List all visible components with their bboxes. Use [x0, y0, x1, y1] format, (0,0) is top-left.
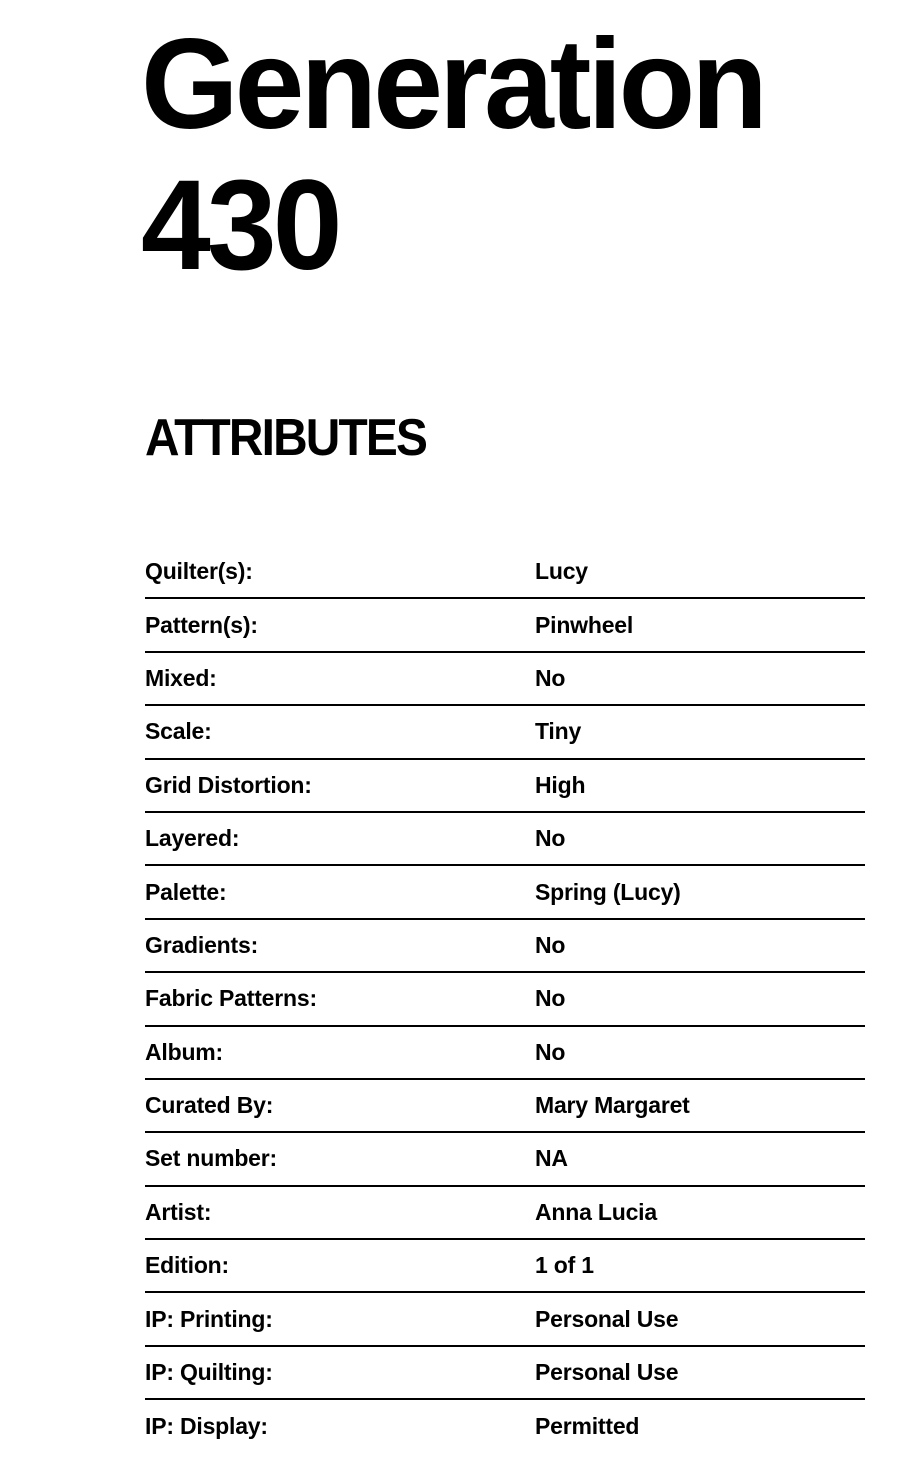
attribute-label: Scale: [145, 718, 212, 745]
attribute-value: Personal Use [535, 1305, 679, 1332]
page-title [141, 14, 764, 296]
attribute-label: Album: [145, 1038, 224, 1065]
attributes-heading: ATTRIBUTES [145, 409, 427, 467]
attribute-label: Mixed: [145, 664, 217, 691]
attribute-label: Layered: [145, 825, 240, 852]
attribute-value: Pinwheel [535, 611, 634, 638]
attribute-value: Tiny [535, 718, 582, 745]
attribute-value: NA [535, 1145, 568, 1172]
attribute-label: Grid Distortion: [145, 771, 312, 798]
attribute-row-palette [145, 865, 865, 918]
attribute-row-grid-distortion [145, 759, 865, 812]
attributes-table [145, 545, 865, 1453]
attribute-value: Anna Lucia [535, 1198, 657, 1225]
attribute-value: Spring (Lucy) [535, 878, 681, 905]
attribute-row-mixed [145, 652, 865, 705]
attribute-row-ip-display [145, 1399, 865, 1452]
attribute-row-ip-quilting [145, 1346, 865, 1399]
attribute-row-edition [145, 1239, 865, 1292]
attribute-row-gradients [145, 919, 865, 972]
attribute-value: No [535, 985, 566, 1012]
attribute-row-ip-printing [145, 1292, 865, 1345]
attribute-label: IP: Printing: [145, 1305, 273, 1332]
attribute-label: Curated By: [145, 1092, 274, 1119]
attribute-row-curated-by [145, 1079, 865, 1132]
page-title-line-2: 430 [141, 154, 339, 297]
attribute-row-fabric-patterns [145, 972, 865, 1025]
attribute-value: No [535, 1038, 566, 1065]
attribute-label: Quilter(s): [145, 557, 253, 584]
attribute-value: 1 of 1 [535, 1252, 594, 1279]
attribute-row-patterns [145, 598, 865, 651]
attribute-label: IP: Quilting: [145, 1359, 273, 1386]
attribute-row-layered [145, 812, 865, 865]
attribute-value: Personal Use [535, 1359, 679, 1386]
attribute-row-artist [145, 1186, 865, 1239]
attribute-value: Permitted [535, 1412, 640, 1439]
attribute-label: Pattern(s): [145, 611, 258, 638]
attribute-value: Lucy [535, 557, 588, 584]
attribute-row-album [145, 1026, 865, 1079]
attribute-label: Gradients: [145, 931, 259, 958]
page-title-line-1: Generation [141, 13, 764, 156]
attribute-label: Edition: [145, 1252, 229, 1279]
attribute-value: No [535, 664, 566, 691]
attribute-label: IP: Display: [145, 1412, 268, 1439]
attribute-label: Artist: [145, 1198, 212, 1225]
attribute-label: Palette: [145, 878, 227, 905]
attribute-value: No [535, 825, 566, 852]
attribute-row-scale [145, 705, 865, 758]
attribute-row-quilters [145, 545, 865, 598]
attribute-row-set-number [145, 1132, 865, 1185]
attribute-label: Fabric Patterns: [145, 985, 317, 1012]
attribute-label: Set number: [145, 1145, 277, 1172]
attribute-value: High [535, 771, 586, 798]
attribute-value: No [535, 931, 566, 958]
attribute-value: Mary Margaret [535, 1092, 690, 1119]
